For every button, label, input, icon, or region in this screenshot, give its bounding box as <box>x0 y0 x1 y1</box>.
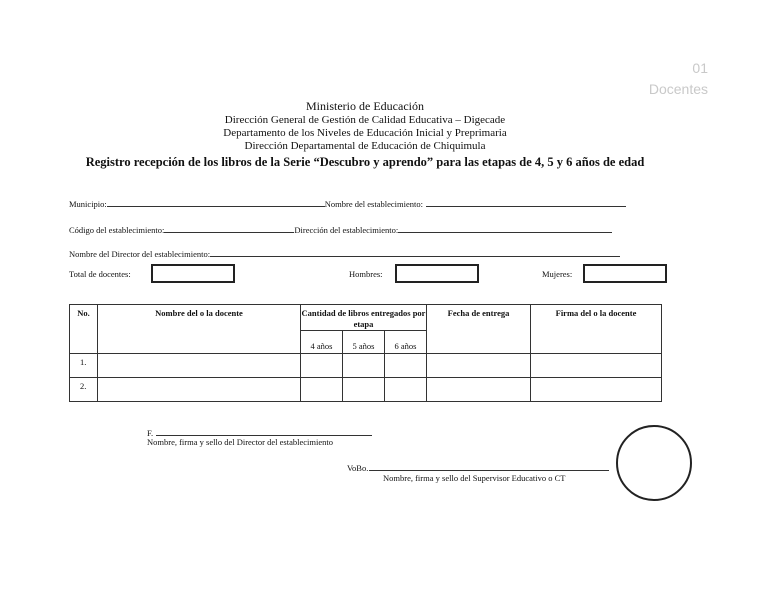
table-header-row <box>70 305 662 331</box>
director-signature-line[interactable] <box>156 426 372 436</box>
row-municipio <box>69 197 626 209</box>
header-line-2: Departamento de los Niveles de Educación Inicial y Preprimaria <box>223 127 507 139</box>
total-docentes-label: Total de docentes: <box>69 269 131 279</box>
cell-age-5[interactable] <box>343 354 385 378</box>
cell-firma[interactable] <box>531 354 662 378</box>
row-codigo <box>69 223 612 235</box>
mujeres-label: Mujeres: <box>542 269 573 279</box>
cell-age-6[interactable] <box>385 378 427 402</box>
header-age-5: 5 años <box>343 331 385 354</box>
vobo-signature-row <box>347 461 609 473</box>
row-number: 2. <box>70 378 98 402</box>
director-label: Nombre del Director del establecimiento: <box>69 249 211 259</box>
cell-nombre[interactable] <box>98 354 301 378</box>
cell-age-4[interactable] <box>301 378 343 402</box>
header-nombre: Nombre del o la docente <box>98 305 301 354</box>
cell-age-5[interactable] <box>343 378 385 402</box>
header-age-4: 4 años <box>301 331 343 354</box>
header-age-6: 6 años <box>385 331 427 354</box>
page-number: 01 <box>692 60 708 76</box>
header-line-3: Dirección Departamental de Educación de Chiquimula <box>244 140 486 152</box>
vobo-signature-line[interactable] <box>369 461 609 471</box>
ministry-heading: Ministerio de Educación <box>306 99 424 113</box>
supervisor-signature-caption: Nombre, firma y sello del Supervisor Educativo o CT <box>383 473 566 483</box>
mujeres-box[interactable] <box>583 264 667 283</box>
header-cantidad: Cantidad de libros entregados por etapa <box>301 305 427 331</box>
document-title: Registro recepción de los libros de la Serie “Descubro y aprendo” para las etapas de 4, 5 y 6 años de edad <box>85 155 645 169</box>
codigo-label: Código del establecimiento: <box>69 225 165 235</box>
director-line[interactable] <box>210 247 620 257</box>
direccion-label: Dirección del establecimiento: <box>294 225 399 235</box>
hombres-box[interactable] <box>395 264 479 283</box>
director-signature-prefix: F. <box>147 428 154 438</box>
table-row <box>70 354 662 378</box>
cell-nombre[interactable] <box>98 378 301 402</box>
codigo-line[interactable] <box>164 223 294 233</box>
cell-fecha[interactable] <box>427 354 531 378</box>
direccion-line[interactable] <box>398 223 612 233</box>
cell-fecha[interactable] <box>427 378 531 402</box>
row-number: 1. <box>70 354 98 378</box>
municipio-line[interactable] <box>107 197 325 207</box>
establecimiento-label: Nombre del establecimiento: <box>324 199 423 209</box>
registro-table <box>69 304 662 402</box>
header-no: No. <box>70 305 98 354</box>
hombres-label: Hombres: <box>349 269 383 279</box>
director-signature-caption: Nombre, firma y sello del Director del establecimiento <box>147 437 333 447</box>
municipio-label: Municipio: <box>69 199 107 209</box>
header-fecha: Fecha de entrega <box>427 305 531 354</box>
vobo-prefix: VoBo. <box>347 463 369 473</box>
total-docentes-box[interactable] <box>151 264 235 283</box>
header-line-1: Dirección General de Gestión de Calidad Educativa – Digecade <box>224 114 506 126</box>
row-director <box>69 247 620 259</box>
table-row <box>70 378 662 402</box>
seal-circle <box>616 425 692 501</box>
page-label: Docentes <box>648 81 708 97</box>
cell-firma[interactable] <box>531 378 662 402</box>
cell-age-4[interactable] <box>301 354 343 378</box>
cell-age-6[interactable] <box>385 354 427 378</box>
establecimiento-line[interactable] <box>426 197 626 207</box>
header-firma: Firma del o la docente <box>531 305 662 354</box>
